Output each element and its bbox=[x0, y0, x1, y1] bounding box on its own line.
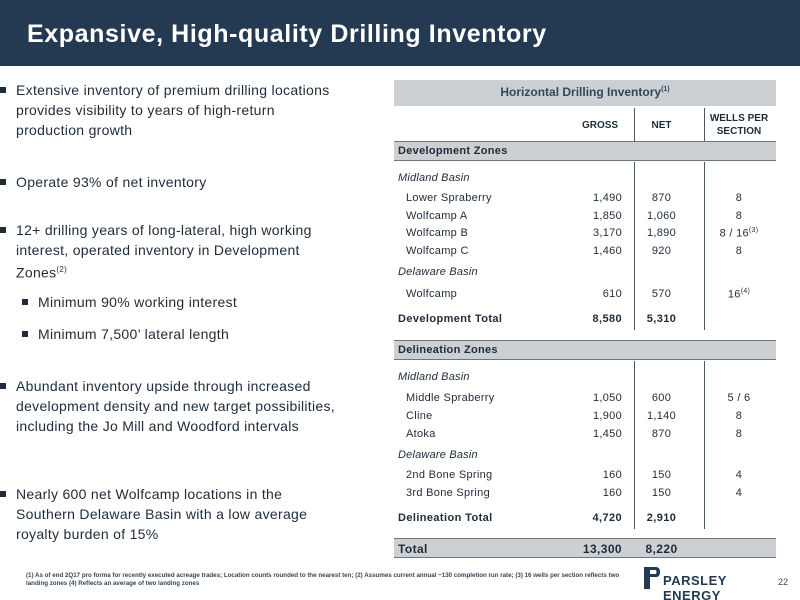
zone-name: 3rd Bone Spring bbox=[406, 487, 490, 499]
zone-name: Cline bbox=[406, 410, 433, 422]
bullet-text: Minimum 7,500’ lateral length bbox=[38, 326, 230, 342]
wells-per-section-value: 4 bbox=[735, 487, 743, 499]
table-row bbox=[394, 410, 776, 426]
section-label: Development Zones bbox=[398, 145, 508, 157]
footnote-ref: (2) bbox=[56, 265, 68, 274]
wells-per-section-cell bbox=[704, 227, 774, 240]
square-bullet-icon bbox=[22, 299, 28, 305]
net-value: 1,890 bbox=[646, 227, 677, 239]
square-bullet-icon bbox=[0, 383, 6, 389]
footnote-ref: (1) bbox=[661, 86, 670, 93]
net-value: 150 bbox=[651, 469, 672, 481]
gross-value: 160 bbox=[602, 469, 622, 481]
wells-per-section-value: 5 / 6 bbox=[727, 392, 751, 404]
column-header-line: SECTION bbox=[716, 126, 762, 137]
table-row bbox=[394, 192, 776, 208]
footnote-ref: (4) bbox=[740, 288, 751, 295]
column-divider bbox=[634, 361, 635, 529]
gross-value: 1,850 bbox=[592, 210, 622, 222]
net-value: 5,310 bbox=[646, 313, 677, 325]
column-header-line: WELLS PER bbox=[709, 113, 769, 124]
table-row bbox=[394, 428, 776, 444]
net-value: 8,220 bbox=[645, 542, 678, 556]
zone-name: Wolfcamp A bbox=[406, 210, 468, 222]
gross-value: 8,580 bbox=[592, 313, 622, 325]
wells-per-section-value: 4 bbox=[735, 469, 743, 481]
table-row bbox=[394, 227, 776, 243]
square-bullet-icon bbox=[22, 331, 28, 337]
zone-name: 2nd Bone Spring bbox=[406, 469, 493, 481]
total-label: Development Total bbox=[398, 313, 503, 325]
bullet-text: Nearly 600 net Wolfcamp locations in the Southern Delaware Basin with a low average royalty burden of 15% bbox=[16, 486, 308, 542]
table-row bbox=[394, 245, 776, 261]
net-value: 1,140 bbox=[646, 410, 677, 422]
bullet-text: Extensive inventory of premium drilling locations provides visibility to years of high-return production growth bbox=[16, 82, 330, 138]
bullet-item bbox=[0, 80, 340, 140]
net-value: 920 bbox=[651, 245, 672, 257]
zone-name: Wolfcamp C bbox=[406, 245, 469, 257]
basin-label: Midland Basin bbox=[398, 371, 470, 383]
delineation-total-row bbox=[394, 512, 776, 528]
wells-per-section-value: 8 bbox=[735, 245, 743, 257]
zone-name: Wolfcamp B bbox=[406, 227, 469, 239]
basin-label: Delaware Basin bbox=[398, 266, 478, 278]
footnote: (1) As of end 2Q17 pro forma for recently executed acreage trades; Location counts rounded to the nearest ten; (2) Assumes current annual ~130 completion run rate; (3) 16 wells per section reflects two landing zones (4) Reflects an average of two landing zones bbox=[26, 572, 620, 587]
column-header-wells-per-section bbox=[704, 112, 774, 138]
footnote-ref: (3) bbox=[748, 227, 759, 234]
bullet-item bbox=[0, 172, 340, 192]
net-value: 870 bbox=[651, 192, 672, 204]
title-bar bbox=[0, 0, 800, 66]
net-value: 870 bbox=[651, 428, 672, 440]
wells-per-section-value: 8 bbox=[735, 192, 743, 204]
bullet-item bbox=[0, 484, 340, 544]
net-value: 150 bbox=[651, 487, 672, 499]
grand-total-row bbox=[394, 538, 776, 558]
bullet-text: Minimum 90% working interest bbox=[38, 294, 238, 310]
table-title-bar bbox=[394, 80, 776, 106]
page-number: 22 bbox=[778, 577, 789, 587]
table-row bbox=[394, 469, 776, 485]
wells-per-section-cell bbox=[704, 210, 774, 222]
wells-per-section-cell bbox=[704, 245, 774, 257]
gross-value: 610 bbox=[602, 288, 622, 300]
bullet-item bbox=[0, 376, 340, 436]
company-logo bbox=[643, 566, 773, 600]
wells-per-section-value: 16 bbox=[727, 288, 741, 301]
sub-bullet-item bbox=[22, 292, 340, 312]
total-label: Total bbox=[398, 542, 428, 556]
wells-per-section-value: 8 / 16 bbox=[719, 227, 749, 240]
gross-value: 1,460 bbox=[592, 245, 622, 257]
table-title-wrap bbox=[394, 85, 776, 99]
gross-value: 1,450 bbox=[592, 428, 622, 440]
bullet-text: 12+ drilling years of long-lateral, high working interest, operated inventory in Development Zones bbox=[16, 222, 312, 281]
section-header-development bbox=[394, 141, 776, 161]
wells-per-section-value: 8 bbox=[735, 428, 743, 440]
section-label: Delineation Zones bbox=[398, 344, 498, 356]
slide-title: Expansive, High-quality Drilling Inventory bbox=[27, 20, 547, 48]
column-header-gross: GROSS bbox=[581, 120, 619, 131]
zone-name: Middle Spraberry bbox=[406, 392, 495, 404]
column-divider bbox=[704, 108, 705, 142]
zone-name: Lower Spraberry bbox=[406, 192, 492, 204]
gross-value: 1,900 bbox=[592, 410, 622, 422]
bullet-text: Operate 93% of net inventory bbox=[16, 174, 207, 190]
column-header-net: NET bbox=[651, 120, 672, 131]
total-label: Delineation Total bbox=[398, 512, 493, 524]
net-value: 1,060 bbox=[646, 210, 677, 222]
table-row bbox=[394, 487, 776, 503]
gross-value: 13,300 bbox=[582, 542, 622, 556]
table-row bbox=[394, 288, 776, 304]
column-divider bbox=[704, 361, 705, 529]
logo-text: PARSLEY ENERGY bbox=[663, 573, 727, 600]
table-row bbox=[394, 210, 776, 226]
zone-name: Atoka bbox=[406, 428, 436, 440]
sub-bullet-item bbox=[22, 324, 340, 344]
gross-value: 4,720 bbox=[592, 512, 622, 524]
parsley-logo-icon bbox=[643, 566, 661, 590]
bullet-item bbox=[0, 220, 340, 283]
gross-value: 3,170 bbox=[592, 227, 622, 239]
square-bullet-icon bbox=[0, 179, 6, 185]
gross-value: 1,050 bbox=[592, 392, 622, 404]
table-row bbox=[394, 392, 776, 408]
column-divider bbox=[634, 108, 635, 142]
basin-label: Midland Basin bbox=[398, 172, 470, 184]
net-value: 2,910 bbox=[646, 512, 677, 524]
net-value: 600 bbox=[651, 392, 672, 404]
basin-label: Delaware Basin bbox=[398, 449, 478, 461]
development-total-row bbox=[394, 313, 776, 329]
wells-per-section-value: 8 bbox=[735, 410, 743, 422]
wells-per-section-cell bbox=[704, 192, 774, 204]
section-header-delineation bbox=[394, 340, 776, 360]
square-bullet-icon bbox=[0, 491, 6, 497]
net-value: 570 bbox=[651, 288, 672, 300]
square-bullet-icon bbox=[0, 227, 6, 233]
gross-value: 160 bbox=[602, 487, 622, 499]
bullet-text: Abundant inventory upside through increased development density and new target possibilities, including the Jo Mill and Woodford intervals bbox=[16, 378, 335, 434]
wells-per-section-value: 8 bbox=[735, 210, 743, 222]
zone-name: Wolfcamp bbox=[406, 288, 458, 300]
gross-value: 1,490 bbox=[592, 192, 622, 204]
table-title: Horizontal Drilling Inventory bbox=[500, 85, 662, 99]
wells-per-section-cell bbox=[704, 288, 774, 301]
square-bullet-icon bbox=[0, 87, 6, 93]
